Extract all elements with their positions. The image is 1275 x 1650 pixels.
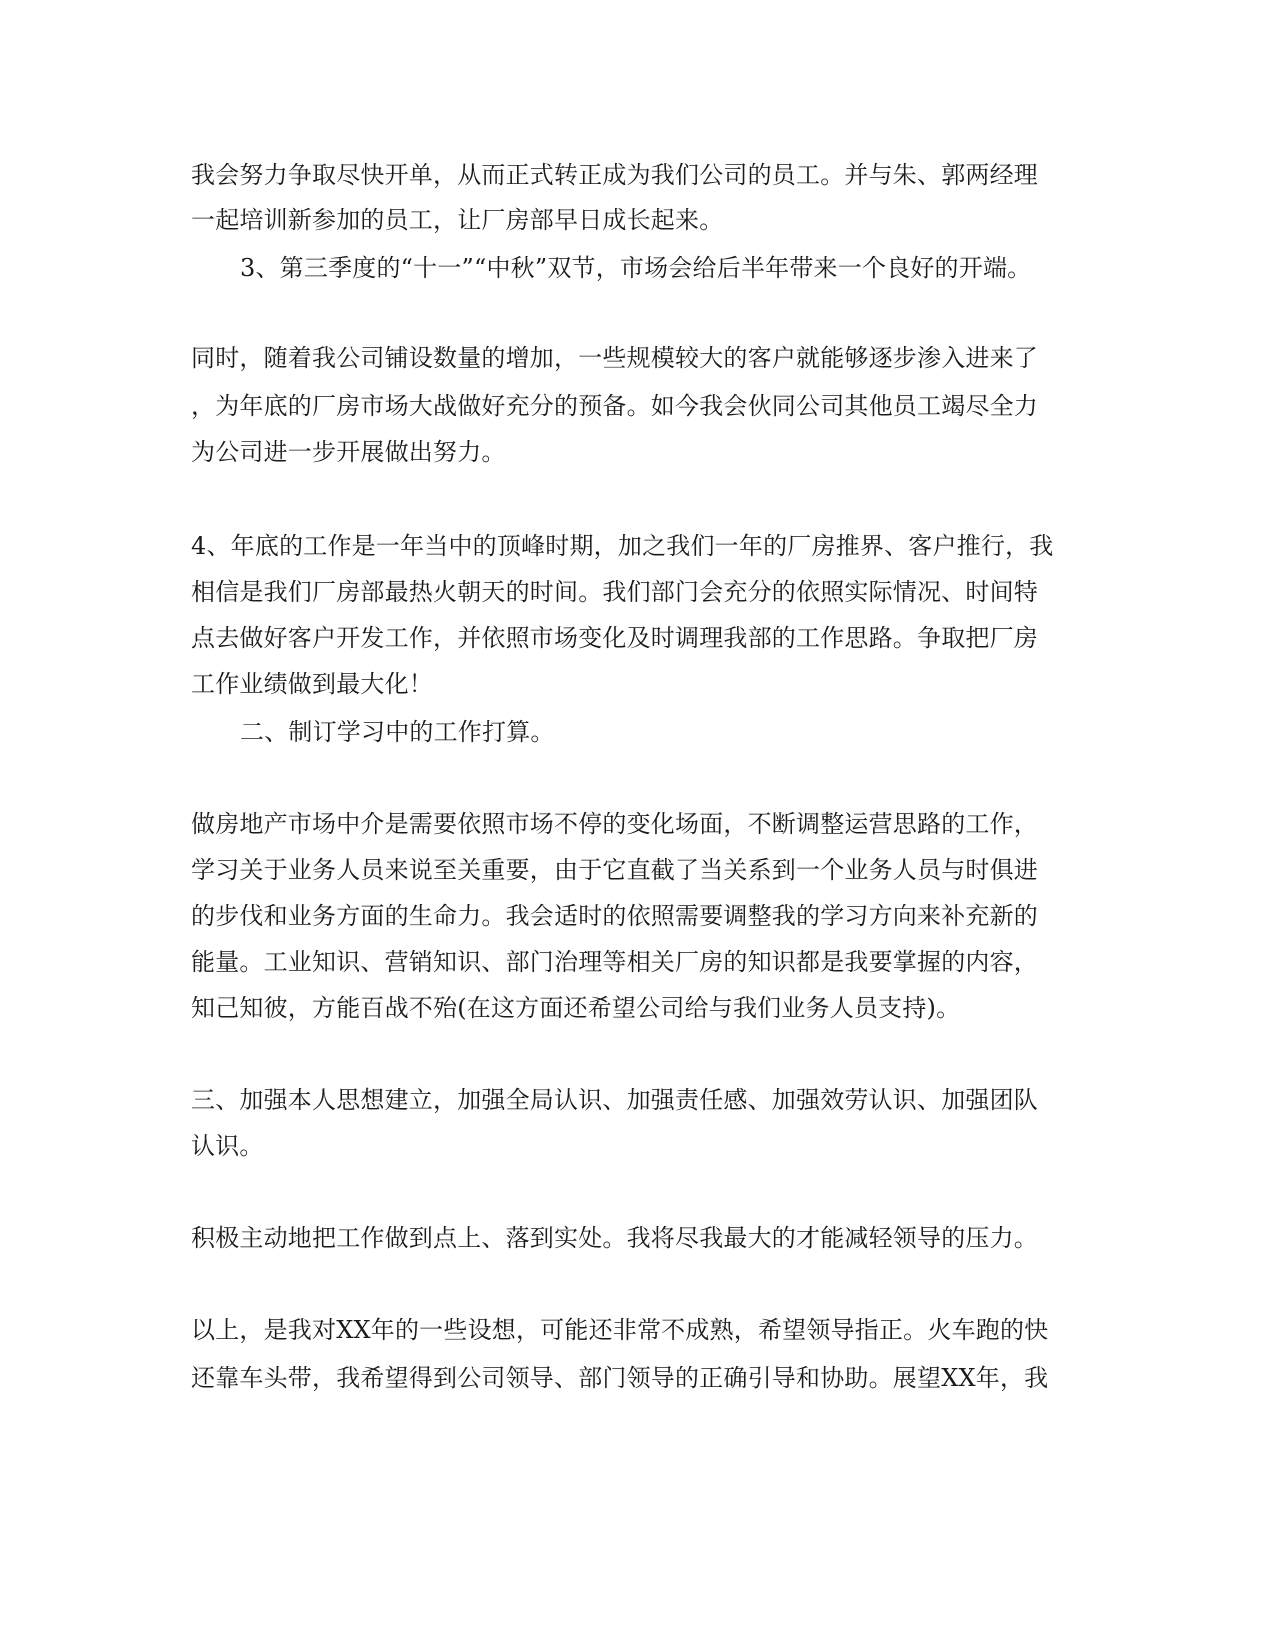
text-line-11: 二、制订学习中的工作打算。	[240, 718, 555, 746]
text-line-9: 点去做好客户开发工作，并依照市场变化及时调理我部的工作思路。争取把厂房	[191, 624, 1038, 652]
text-line-15: 能量。工业知识、营销知识、部门治理等相关厂房的知识都是我要掌握的内容，	[191, 948, 1038, 976]
text-line-12: 做房地产市场中介是需要依照市场不停的变化场面，不断调整运营思路的工作，	[191, 810, 1038, 838]
text-line-13: 学习关于业务人员来说至关重要，由于它直截了当关系到一个业务人员与时俱进	[191, 856, 1038, 884]
text-line-10: 工作业绩做到最大化！	[191, 670, 433, 698]
text-line-5: ，为年底的厂房市场大战做好充分的预备。如今我会伙同公司其他员工竭尽全力	[191, 392, 1038, 420]
text-line-2: 一起培训新参加的员工，让厂房部早日成长起来。	[191, 206, 724, 234]
text-line-20: 以上，是我对XX年的一些设想，可能还非常不成熟，希望领导指正。火车跑的快	[191, 1316, 1049, 1344]
text-line-21: 还靠车头带，我希望得到公司领导、部门领导的正确引导和协助。展望XX年，我	[191, 1364, 1049, 1392]
text-line-16: 知己知彼，方能百战不殆(在这方面还希望公司给与我们业务人员支持)。	[191, 994, 961, 1022]
text-line-18: 认识。	[191, 1132, 264, 1160]
text-line-7: 4、年底的工作是一年当中的顶峰时期，加之我们一年的厂房推界、客户推行，我	[191, 532, 1054, 560]
text-line-8: 相信是我们厂房部最热火朝天的时间。我们部门会充分的依照实际情况、时间特	[191, 578, 1038, 606]
text-line-3: 3、第三季度的“十一”“中秋”双节，市场会给后半年带来一个良好的开端。	[240, 254, 1032, 282]
text-line-4: 同时，随着我公司铺设数量的增加，一些规模较大的客户就能够逐步渗入进来了	[191, 344, 1038, 372]
text-line-1: 我会努力争取尽快开单，从而正式转正成为我们公司的员工。并与朱、郭两经理	[191, 161, 1038, 189]
text-line-17: 三、加强本人思想建立，加强全局认识、加强责任感、加强效劳认识、加强团队	[191, 1086, 1038, 1114]
text-line-19: 积极主动地把工作做到点上、落到实处。我将尽我最大的才能减轻领导的压力。	[191, 1224, 1038, 1252]
text-line-14: 的步伐和业务方面的生命力。我会适时的依照需要调整我的学习方向来补充新的	[191, 902, 1038, 930]
text-line-6: 为公司进一步开展做出努力。	[191, 438, 506, 466]
